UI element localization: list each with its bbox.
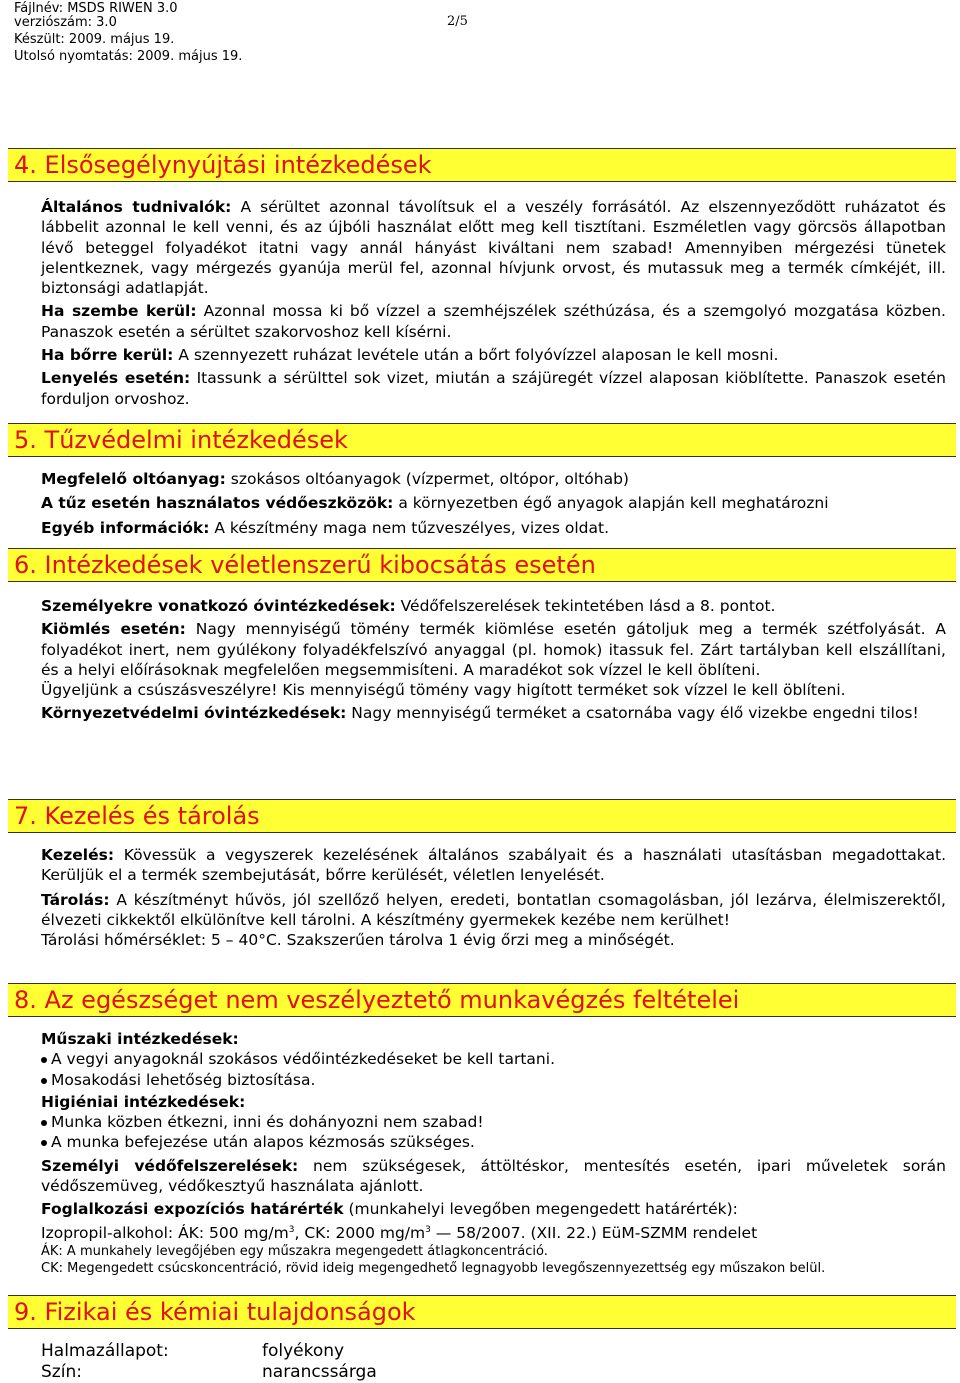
eye-text: Azonnal mossa ki bő vízzel a szemhéjszélek széthúzása, és a szemgolyó mozgatása közben. Panaszok esetén a sérültet szakorvoshoz kell kísérni.: [41, 302, 946, 341]
hyg-label: Higiéniai intézkedések:: [41, 1092, 246, 1111]
oel-paragraph: [41, 1199, 946, 1219]
header-created: Készült: 2009. május 19.: [14, 32, 175, 47]
section-5-title: 5. Tűzvédelmi intézkedések: [14, 426, 348, 454]
section-5-body: [41, 469, 946, 538]
ppe-label: Személyi védőfelszerelések:: [41, 1156, 299, 1175]
env-text: Nagy mennyiségű terméket a csatornába vagy élő vizekbe engedni tilos!: [351, 704, 919, 723]
spill-text: Nagy mennyiségű tömény termék kiömlése esetén gátoljuk meg a termék szétfolyását. A folyadékot inert, nem gyúlékony folyadékfelszívó anyaggal (pl. homok) itassuk fel. Zárt tartályban kell elszállítani, és a helyi előírásoknak megfelelően megsemmisíteni. A maradékot sok vízzel le kell öblíteni.: [41, 620, 946, 679]
general-paragraph: [41, 197, 946, 298]
personal-paragraph: [41, 596, 946, 616]
ppe-text: nem szükségesek, áttöltéskor, mentesítés esetén, ipari műveletek során védőszemüveg, védőkesztyű használata ajánlott.: [41, 1156, 947, 1196]
oel-label: Foglalkozási expozíciós határérték: [41, 1200, 344, 1219]
handling-text: Kövessük a vegyszerek kezelésének általános szabályait és a használati utasításban megadottakat. Kerüljük el a termék szembejutását, bőrre kerülését, véletlen lenyelését.: [41, 846, 946, 885]
section-7-heading: [8, 799, 956, 833]
skin-paragraph: [41, 345, 946, 365]
other-info-paragraph: [41, 518, 946, 538]
storage-label: Tárolás:: [41, 890, 110, 909]
color-label: Szín:: [41, 1362, 82, 1382]
section-8-body: [41, 1029, 946, 1277]
spill-paragraph: [41, 619, 946, 680]
color-value: narancssárga: [262, 1362, 377, 1382]
personal-text: Védőfelszerelések tekintetében lásd a 8. pontot.: [400, 597, 776, 615]
ppe-fire-paragraph: [41, 493, 946, 513]
list-item: Munka közben étkezni, inni és dohányozni nem szabad!: [41, 1112, 946, 1132]
handling-label: Kezelés:: [41, 846, 115, 864]
storage-temp: Tárolási hőmérséklet: 5 – 40°C. Szakszerűen tárolva 1 évig őrzi meg a minőségét.: [41, 931, 675, 950]
skin-text: A szennyezett ruházat levétele után a bőrt folyóvízzel alaposan le kell mosni.: [178, 346, 779, 365]
header-version: verziószám: 3.0: [14, 15, 117, 30]
eye-label: Ha szembe kerül:: [41, 302, 197, 321]
agent-label: Megfelelő oltóanyag:: [41, 470, 226, 488]
swallow-text: Itassunk a sérülttel sok vizet, miután a szájüregét vízzel alaposan kiöblítette. Panaszok esetén forduljon orvoshoz.: [41, 369, 946, 408]
swallow-label: Lenyelés esetén:: [41, 369, 191, 388]
general-text: A sérültet azonnal távolítsuk el a veszély forrásától. Az elszennyeződött ruházatot és lábbelit azonnal le kell venni, és az újbóli használat előtt meg kell tisztítani. Eszméletlen vagy görcsös állapotban lévő beteggel folyadékot itatni vagy annál hányást kiváltani nem szabad! Amennyiben mérgezési tünetek jelentkeznek, vagy mérgezés gyanúja merül fel, azonnal hívjunk orvost, és mutassuk meg a termék címkéjét, ill. biztonsági adatlapját.: [41, 198, 946, 298]
agent-text: szokásos oltóanyagok (vízpermet, oltópor, oltóhab): [230, 470, 629, 488]
spill-label: Kiömlés esetén:: [41, 620, 186, 639]
tech-label: Műszaki intézkedések:: [41, 1030, 239, 1048]
general-label: Általános tudnivalók:: [41, 198, 232, 216]
note-ck: CK: Megengedett csúcskoncentráció, rövid ideig megengedhető legnagyobb levegőszennyezettség egy műszakon belül.: [41, 1261, 826, 1277]
section-9-heading: [8, 1295, 956, 1329]
other-info-label: Egyéb információk:: [41, 518, 210, 537]
storage-text: A készítményt hűvös, jól szellőző helyen, eredeti, bontatlan csomagolásban, jól lezárva, élelmiszerektől, élvezeti cikkektől elkülönítve kell tárolni. A készítmény gyermekek kezébe nem kerülhet!: [41, 890, 946, 929]
env-label: Környezetvédelmi óvintézkedések:: [41, 704, 347, 723]
list-item: A munka befejezése után alapos kézmosás szükséges.: [41, 1132, 946, 1152]
swallow-paragraph: [41, 368, 946, 409]
section-4-heading: [8, 148, 956, 182]
ppe-fire-text: a környezetben égő anyagok alapján kell meghatározni: [398, 494, 829, 513]
header-printed: Utolsó nyomtatás: 2009. május 19.: [14, 49, 243, 64]
note-ak: ÁK: A munkahely levegőjében egy műszakra megengedett átlagkoncentráció.: [41, 1244, 548, 1260]
section-7-title: 7. Kezelés és tárolás: [14, 802, 260, 830]
section-5-heading: [8, 423, 956, 457]
handling-paragraph: [41, 845, 946, 886]
agent-paragraph: [41, 469, 946, 489]
list-item: Mosakodási lehetőség biztosítása.: [41, 1070, 946, 1090]
section-6-body: [41, 596, 946, 724]
section-6-heading: [8, 548, 956, 582]
ipa-limit: Izopropil-alkohol: ÁK: 500 $mg/m^3$, CK: 2000 $mg/m^3$ — 58/2007. (XII. 22.) EüM-SZMM rendelet: [41, 1223, 758, 1242]
env-paragraph: [41, 703, 946, 723]
section-8-heading: [8, 983, 956, 1017]
list-item: A vegyi anyagoknál szokásos védőintézkedéseket be kell tartani.: [41, 1049, 946, 1069]
other-info-text: A készítmény maga nem tűzveszélyes, vizes oldat.: [214, 518, 610, 537]
section-9-title: 9. Fizikai és kémiai tulajdonságok: [14, 1298, 416, 1326]
storage-paragraph: [41, 890, 946, 931]
personal-label: Személyekre vonatkozó óvintézkedések:: [41, 597, 396, 615]
header-filename: Fájlnév: MSDS RIWEN 3.0: [14, 1, 178, 16]
ppe-fire-label: A tűz esetén használatos védőeszközök:: [41, 494, 394, 513]
page-number: 2/5: [447, 14, 468, 29]
ppe-paragraph: [41, 1156, 946, 1197]
eye-paragraph: [41, 301, 946, 342]
section-4-title: 4. Elsősegélynyújtási intézkedések: [14, 151, 432, 179]
slip-paragraph: Ügyeljünk a csúszásveszélyre! Kis mennyiségű tömény vagy higított terméket sok vízzel le kell öblíteni.: [41, 681, 846, 700]
state-value: folyékony: [262, 1341, 345, 1361]
section-4-body: [41, 197, 946, 409]
skin-label: Ha bőrre kerül:: [41, 346, 174, 365]
section-6-title: 6. Intézkedések véletlenszerű kibocsátás esetén: [14, 551, 596, 579]
section-8-title: 8. Az egészséget nem veszélyeztető munkavégzés feltételei: [14, 986, 740, 1014]
oel-text: (munkahelyi levegőben megengedett határérték):: [348, 1200, 738, 1219]
section-7-body: [41, 845, 946, 950]
state-label: Halmazállapot:: [41, 1341, 169, 1361]
